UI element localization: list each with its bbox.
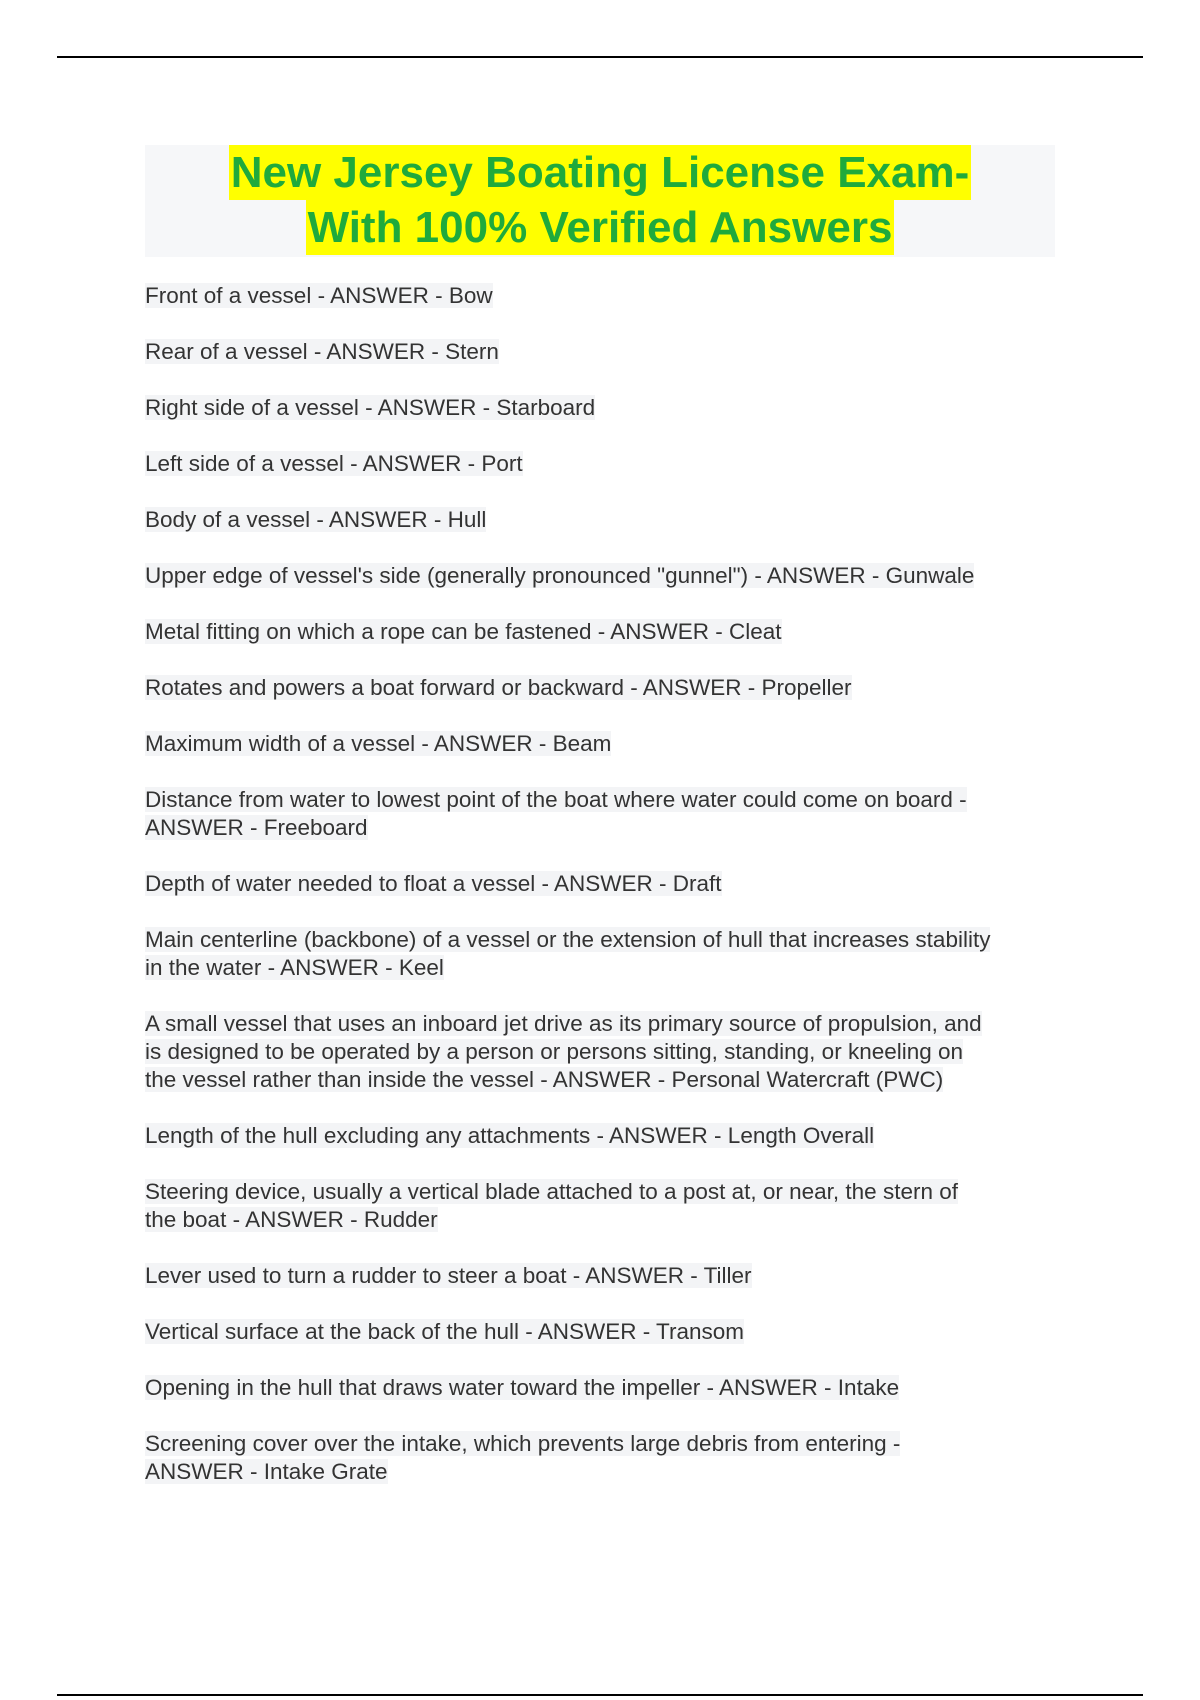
- qa-text-line-1: A small vessel that uses an inboard jet drive as its primary source of propulsion, and: [145, 1011, 982, 1036]
- qa-text: Maximum width of a vessel - ANSWER - Beam: [145, 731, 612, 756]
- document-title: [145, 145, 1055, 257]
- qa-text-line-1: Main centerline (backbone) of a vessel or the extension of hull that increases stability: [145, 927, 991, 952]
- qa-item: [145, 674, 1075, 702]
- qa-text: Opening in the hull that draws water toward the impeller - ANSWER - Intake: [145, 1375, 900, 1400]
- qa-item: [145, 1430, 1075, 1486]
- qa-item: [145, 1262, 1075, 1290]
- qa-text: Right side of a vessel - ANSWER - Starboard: [145, 395, 596, 420]
- top-rule: [57, 56, 1143, 58]
- qa-item: [145, 282, 1075, 310]
- qa-item: [145, 730, 1075, 758]
- qa-text: Rear of a vessel - ANSWER - Stern: [145, 339, 499, 364]
- qa-text: Rotates and powers a boat forward or backward - ANSWER - Propeller: [145, 675, 852, 700]
- qa-item: [145, 1178, 1075, 1234]
- qa-item: [145, 926, 1075, 982]
- title-line-2: With 100% Verified Answers: [306, 200, 895, 255]
- title-line-1: New Jersey Boating License Exam-: [229, 145, 972, 200]
- qa-item: [145, 338, 1075, 366]
- qa-text-line-3: the vessel rather than inside the vessel - ANSWER - Personal Watercraft (PWC): [145, 1067, 944, 1092]
- qa-text: Body of a vessel - ANSWER - Hull: [145, 507, 487, 532]
- qa-text: Upper edge of vessel's side (generally pronounced "gunnel") - ANSWER - Gunwale: [145, 563, 975, 588]
- qa-text: Left side of a vessel - ANSWER - Port: [145, 451, 523, 476]
- qa-text-line-2: the boat - ANSWER - Rudder: [145, 1207, 438, 1232]
- qa-item: [145, 1318, 1075, 1346]
- qa-item: [145, 1374, 1075, 1402]
- qa-item: [145, 870, 1075, 898]
- qa-text-line-2: in the water - ANSWER - Keel: [145, 955, 444, 980]
- qa-item: [145, 394, 1075, 422]
- qa-text: Lever used to turn a rudder to steer a boat - ANSWER - Tiller: [145, 1263, 752, 1288]
- bottom-rule: [57, 1694, 1143, 1696]
- qa-text: Length of the hull excluding any attachments - ANSWER - Length Overall: [145, 1123, 875, 1148]
- qa-text-line-2: is designed to be operated by a person or persons sitting, standing, or kneeling on: [145, 1039, 964, 1064]
- qa-text: Metal fitting on which a rope can be fastened - ANSWER - Cleat: [145, 619, 782, 644]
- qa-item: [145, 562, 1075, 590]
- qa-item: [145, 1122, 1075, 1150]
- qa-text-line-1: Steering device, usually a vertical blade attached to a post at, or near, the stern of: [145, 1179, 958, 1204]
- qa-text: Vertical surface at the back of the hull - ANSWER - Transom: [145, 1319, 744, 1344]
- qa-item: [145, 618, 1075, 646]
- qa-text: Front of a vessel - ANSWER - Bow: [145, 283, 493, 308]
- qa-text-line-2: ANSWER - Intake Grate: [145, 1459, 388, 1484]
- qa-list: [145, 282, 1075, 1514]
- qa-item: [145, 786, 1075, 842]
- qa-item: [145, 1010, 1075, 1094]
- qa-text-line-2: ANSWER - Freeboard: [145, 815, 368, 840]
- qa-text-line-1: Distance from water to lowest point of the boat where water could come on board -: [145, 787, 967, 812]
- qa-text-line-1: Screening cover over the intake, which prevents large debris from entering -: [145, 1431, 901, 1456]
- qa-item: [145, 506, 1075, 534]
- qa-item: [145, 450, 1075, 478]
- qa-text: Depth of water needed to float a vessel - ANSWER - Draft: [145, 871, 722, 896]
